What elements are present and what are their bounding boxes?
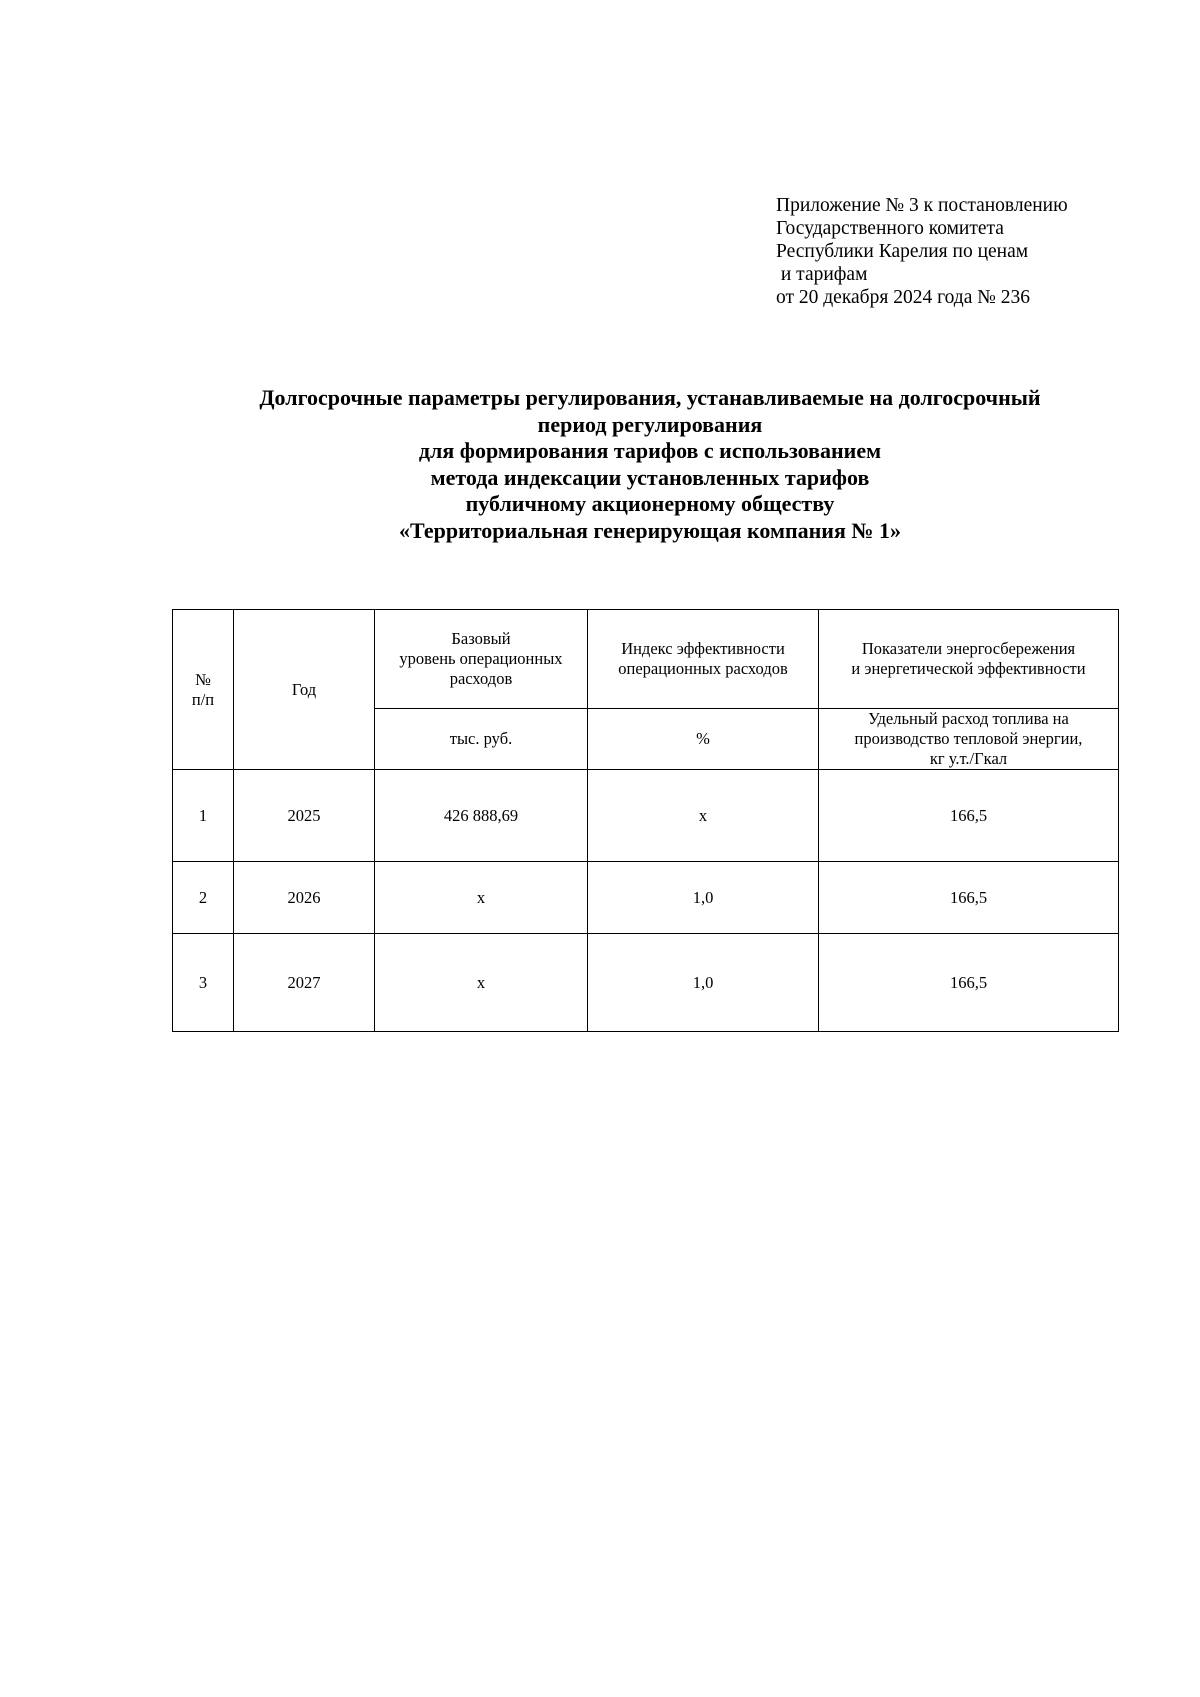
title-line: метода индексации установленных тарифов [430, 464, 870, 490]
header-energy-line: Показатели энергосбережения [861, 639, 1076, 658]
cell-energy: 166,5 [819, 770, 1119, 862]
cell-index: х [588, 770, 819, 862]
header-base-line: уровень операционных [399, 649, 563, 668]
document-title [150, 385, 1150, 545]
title-line: публичному акционерному обществу [465, 491, 835, 517]
cell-num: 2 [173, 862, 234, 934]
header-energy-indicators [819, 610, 1119, 709]
cell-energy: 166,5 [819, 934, 1119, 1032]
header-base-line: Базовый [451, 629, 511, 648]
header-efficiency-index [588, 610, 819, 709]
title-line: для формирования тарифов с использованием [418, 438, 882, 464]
unit-base: тыс. руб. [375, 709, 588, 770]
cell-num: 3 [173, 934, 234, 1032]
annex-line: Государственного комитета [776, 218, 1004, 239]
header-num-line: № [195, 669, 211, 689]
unit-index: % [588, 709, 819, 770]
parameters-table [172, 609, 1119, 1032]
cell-energy: 166,5 [819, 862, 1119, 934]
unit-energy-line: производство тепловой энергии, [854, 729, 1083, 748]
table-header-row [173, 610, 1119, 709]
cell-base: х [375, 862, 588, 934]
cell-year: 2025 [234, 770, 375, 862]
header-base-level [375, 610, 588, 709]
cell-base: х [375, 934, 588, 1032]
cell-year: 2027 [234, 934, 375, 1032]
cell-index: 1,0 [588, 934, 819, 1032]
unit-energy-line: кг у.т./Гкал [929, 749, 1008, 768]
title-line: «Территориальная генерирующая компания № 1» [399, 517, 901, 543]
header-num-line: п/п [191, 689, 215, 709]
title-line: период регулирования [537, 411, 763, 437]
table-row [173, 934, 1119, 1032]
header-index-line: Индекс эффективности [621, 639, 785, 658]
annex-line: и тарифам [776, 264, 868, 285]
header-num [173, 610, 234, 770]
unit-energy [819, 709, 1119, 770]
unit-energy-line: Удельный расход топлива на [868, 709, 1069, 728]
annex-line: Республики Карелия по ценам [776, 241, 1029, 262]
cell-index: 1,0 [588, 862, 819, 934]
cell-num: 1 [173, 770, 234, 862]
annex-line: от 20 декабря 2024 года № 236 [776, 287, 1030, 308]
header-index-line: операционных расходов [618, 659, 788, 678]
cell-base: 426 888,69 [375, 770, 588, 862]
header-year: Год [234, 610, 375, 770]
title-line: Долгосрочные параметры регулирования, устанавливаемые на долгосрочный [259, 385, 1041, 410]
table-row [173, 862, 1119, 934]
cell-year: 2026 [234, 862, 375, 934]
annex-line: Приложение № 3 к постановлению [776, 195, 1068, 216]
header-base-line: расходов [449, 669, 513, 688]
header-energy-line: и энергетической эффективности [851, 659, 1086, 678]
annex-block [776, 194, 1068, 309]
table-row [173, 770, 1119, 862]
